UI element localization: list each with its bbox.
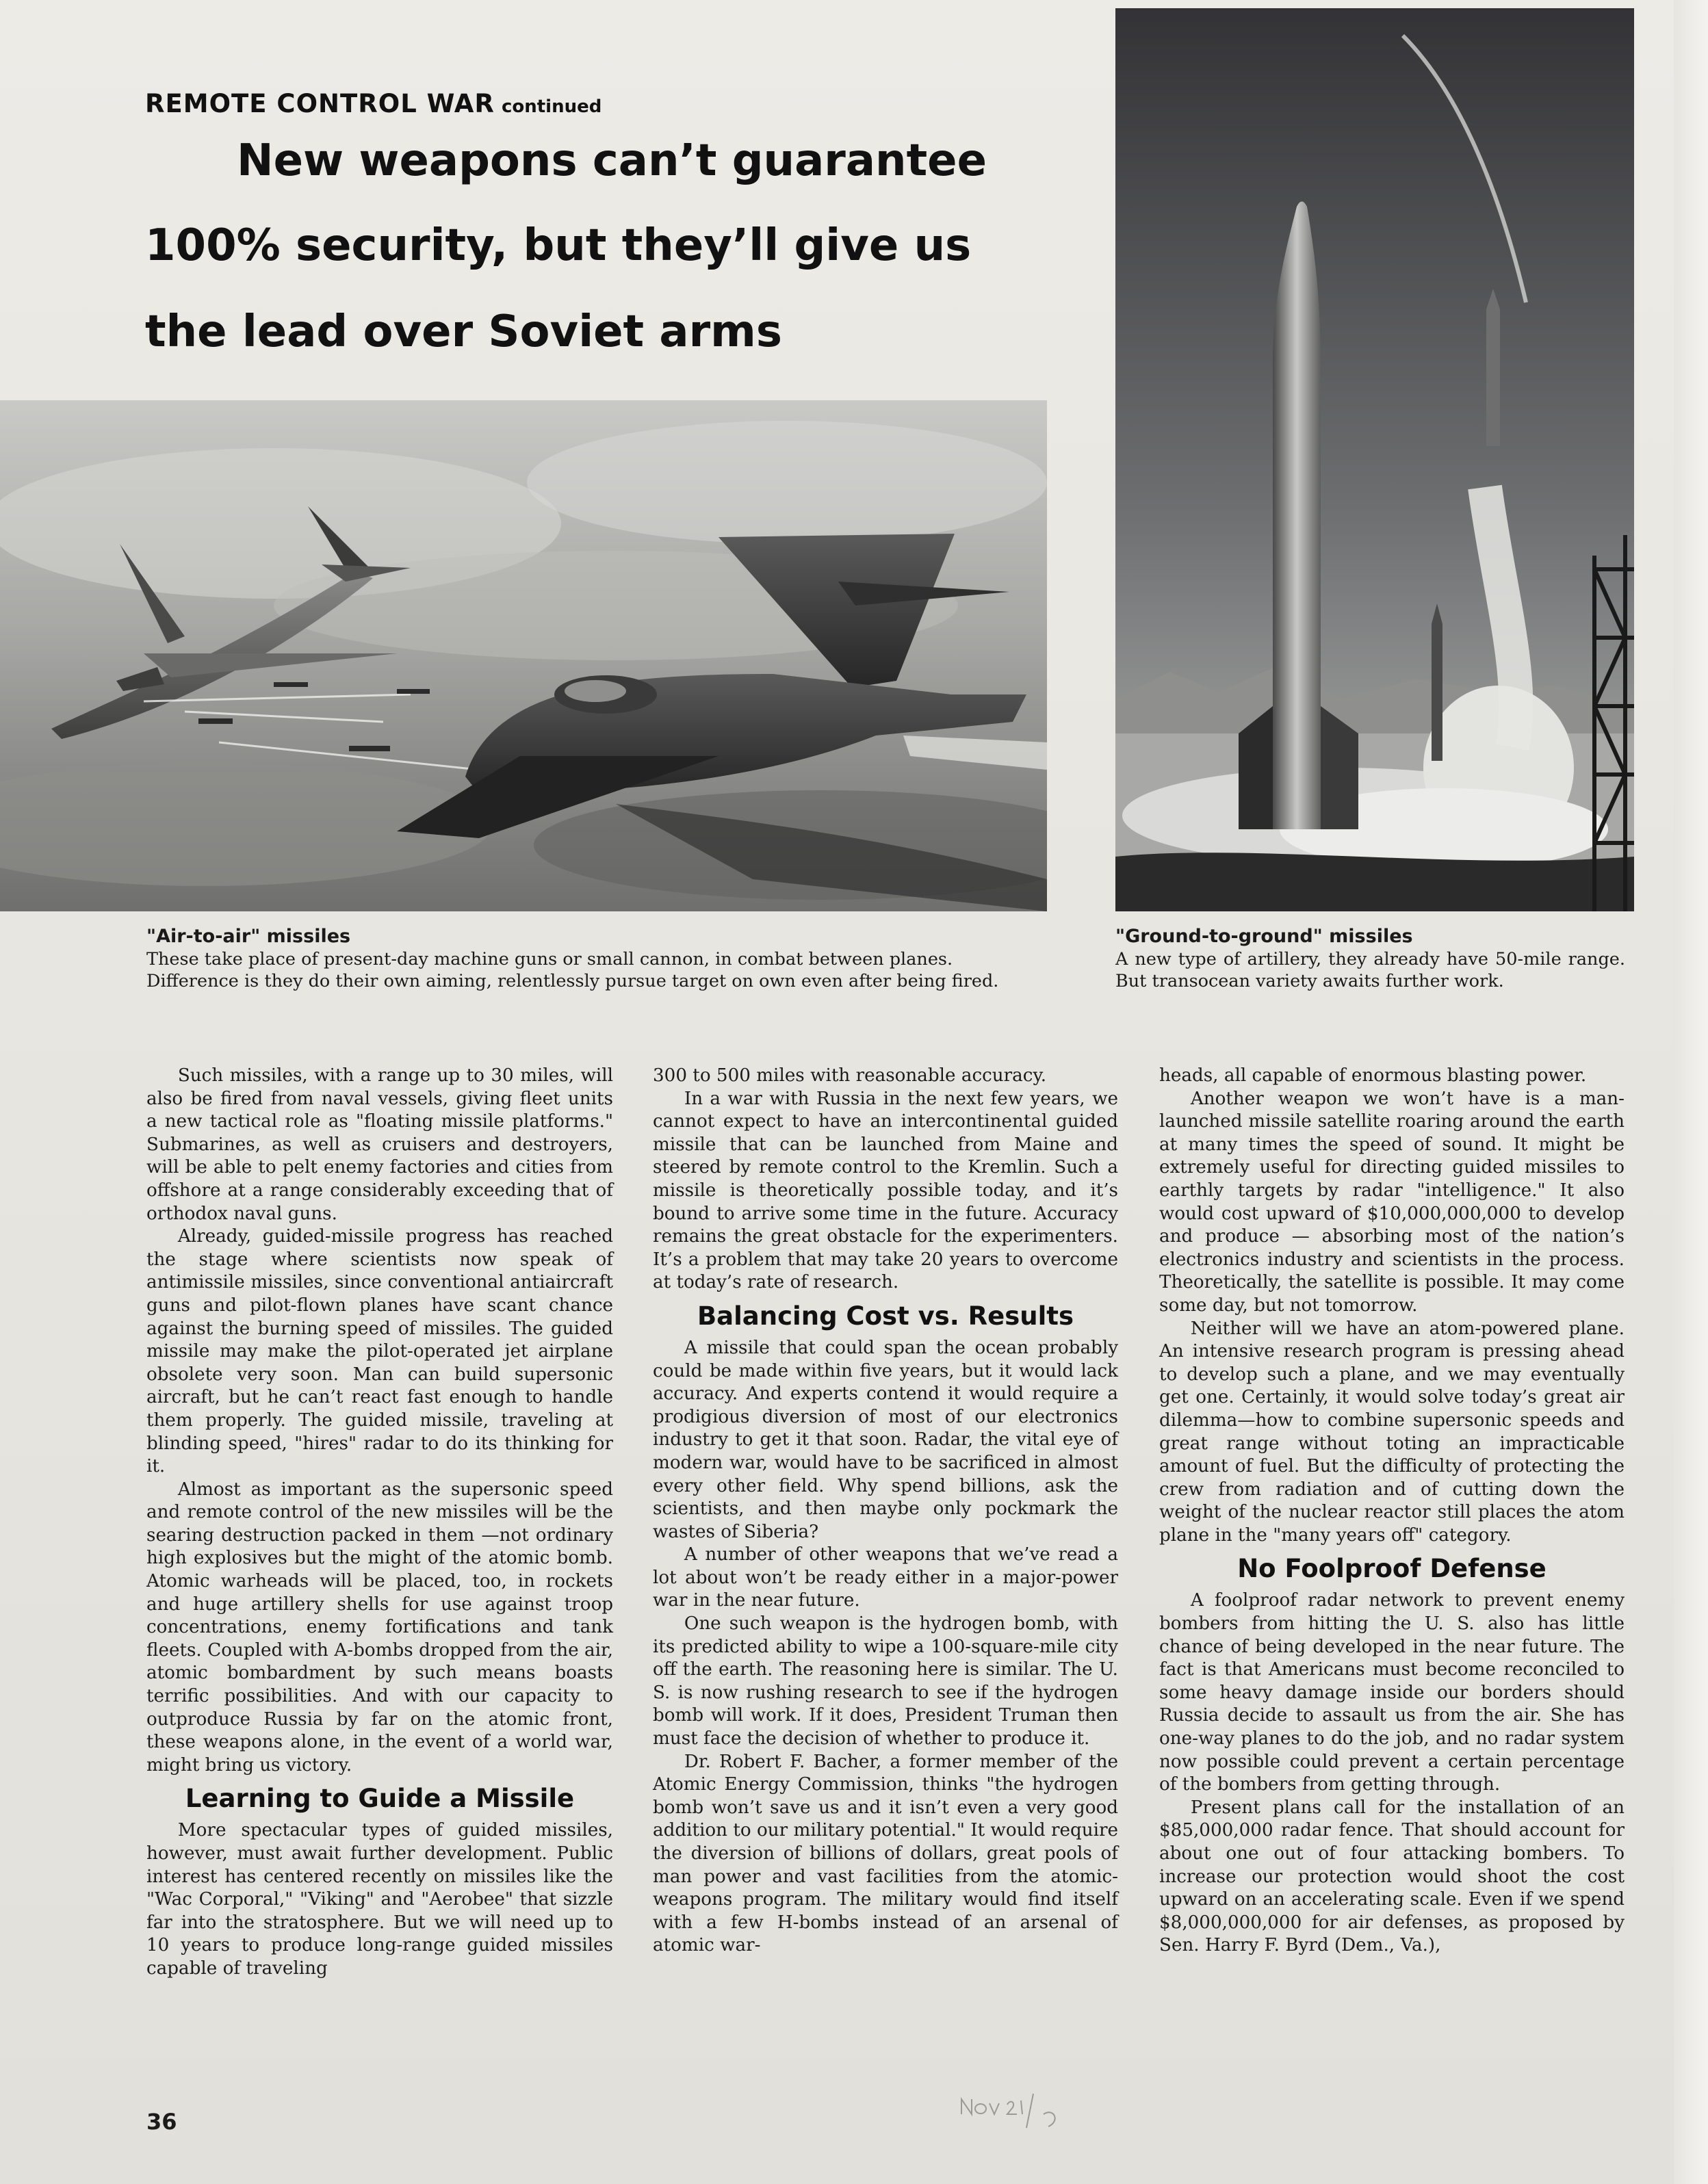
paragraph: heads, all capable of enormous blasting power. (1159, 1065, 1587, 1086)
headline-line-2: 100% security, but they’ll give us (145, 220, 972, 271)
subheading: No Foolproof Defense (1237, 1554, 1547, 1584)
paragraph: A number of other weapons that we’ve read a lot about won’t be ready either in a major-power war in the near future. (653, 1544, 1118, 1611)
paragraph: Such missiles, with a range up to 30 miles, will also be fired from naval vessels, giving fleet units a new tactical role as "floating missile platforms." Submarines, as well as cruisers and destroyers, will be able to pelt enemy factories and cities from offshore at a range considerably exceeding that of orthodox naval guns. (146, 1065, 613, 1224)
ground-to-ground-illustration (1115, 8, 1634, 911)
paragraph: Neither will we have an atom-powered plane. An intensive research program is pressing ahead to develop such a plane, and we may eventually get one. Certainly, it would solve today’s great air dilemma—how to combine supersonic speeds and great range without toting an impracticable amount of fuel. But the difficulty of protecting the crew from radiation and of cutting down the weight of the nuclear reactor still places the atom plane in the "many years off" category. (1159, 1318, 1625, 1546)
caption-text: These take place of present-day machine guns or small cannon, in combat between planes. Difference is they do their own aiming, relentlessly pursue target on own even after being fired. (146, 949, 999, 991)
paragraph: Dr. Robert F. Bacher, a former member of the Atomic Energy Commission, thinks "the hydrogen bomb won’t save us and it isn’t even a very good addition to our military potential." It would require the diversion of billions of dollars, great pools of man power and vast facilities from the atomic-weapons program. The military would find itself with a few H-bombs instead of an arsenal of atomic war- (653, 1751, 1118, 1956)
headline-line-1: New weapons can’t guarantee (237, 135, 987, 186)
handwritten-date-note (958, 2087, 1081, 2142)
paragraph: Almost as important as the supersonic speed and remote control of the new missiles will be the searing destruction packed in them —not ordinary high explosives but the might of the atomic bomb. Atomic warheads will be placed, too, in rockets and huge artillery shells for use against troop concentrations, enemy fortifications and tank fleets. Coupled with A-bombs dropped from the air, atomic bombardment by such means boasts terrific possibilities. And with our capacity to outproduce Russia by far on the atomic front, these weapons alone, in the event of a world war, might bring us victory. (146, 1479, 613, 1776)
caption-air-to-air (146, 925, 1050, 992)
paragraph: Already, guided-missile progress has reached the stage where scientists now speak of antimissile missiles, since conventional antiaircraft guns and pilot-flown planes have scant chance against the burning speed of missiles. The guided missile may make the pilot-operated jet airplane obsolete very soon. Man can build supersonic aircraft, but he can’t react fast enough to handle them properly. The guided missile, traveling at blinding speed, "hires" radar to do its thinking for it. (146, 1226, 613, 1477)
kicker-suffix: continued (501, 96, 602, 117)
subheading: Learning to Guide a Missile (185, 1784, 575, 1814)
headline-line-3: the lead over Soviet arms (145, 307, 782, 357)
air-to-air-illustration (0, 400, 1047, 911)
page-number: 36 (146, 2109, 177, 2135)
paragraph: A missile that could span the ocean probably could be made within five years, but it would lack accuracy. And experts contend it would require a prodigious diversion of most of our electronics industry to get it that soon. Radar, the vital eye of modern war, would have to be sacrificed in almost every other field. Why spend billions, ask the scientists, and then maybe only pockmark the wastes of Siberia? (653, 1337, 1118, 1542)
caption-title: "Ground-to-ground" missiles (1115, 926, 1413, 947)
paragraph: Present plans call for the installation of an $85,000,000 radar fence. That should account for about one out of four attacking bombers. To increase our protection would shoot the cost upward on an accelerating scale. Even if we spend $8,000,000,000 for air defenses, as proposed by Sen. Harry F. Byrd (Dem., Va.), (1159, 1797, 1625, 1956)
paragraph: One such weapon is the hydrogen bomb, with its predicted ability to wipe a 100-square-mile city off the earth. The reasoning here is similar. The U. S. is now rushing research to see if the hydrogen bomb will work. If it does, President Truman then must face the decision of whether to produce it. (653, 1613, 1118, 1750)
paragraph: A foolproof radar network to prevent enemy bombers from hitting the U. S. also has little chance of being developed in the near future. The fact is that Americans must become reconciled to some heavy damage inside our borders should Russia decide to assault us from the air. She has one-way planes to do the job, and no radar system now possible could prevent a certain percentage of the bombers from getting through. (1159, 1590, 1625, 1795)
caption-title: "Air-to-air" missiles (146, 926, 351, 947)
article-column-1 (146, 1065, 613, 1981)
caption-text: A new type of artillery, they already have 50-mile range. But transocean variety awaits further work. (1115, 949, 1625, 991)
kicker-text: REMOTE CONTROL WAR (145, 89, 495, 118)
article-column-2 (653, 1065, 1118, 1958)
section-kicker (145, 89, 601, 118)
page-edge (1674, 0, 1708, 2184)
subheading: Balancing Cost vs. Results (697, 1301, 1074, 1331)
caption-ground-to-ground (1115, 925, 1625, 992)
paragraph: More spectacular types of guided missiles, however, must await further development. Public interest has centered recently on missiles like the "Wac Corporal," "Viking" and "Aerobee" that sizzle far into the stratosphere. But we will need up to 10 years to produce long-range guided missiles capable of traveling (146, 1820, 613, 1979)
paragraph: In a war with Russia in the next few years, we cannot expect to have an intercontinental guided missile that can be launched from Maine and steered by remote control to the Kremlin. Such a missile is theoretically possible today, and it’s bound to arrive some time in the future. Accuracy remains the great obstacle for the experimenters. It’s a problem that may take 20 years to overcome at today’s rate of research. (653, 1088, 1118, 1293)
paragraph: 300 to 500 miles with reasonable accuracy. (653, 1065, 1047, 1086)
paragraph: Another weapon we won’t have is a man-launched missile satellite roaring around the earth at many times the speed of sound. It might be extremely useful for directing guided missiles to earthly targets by radar "intelligence." It also would cost upward of $10,000,000,000 to develop and produce — absorbing most of the nation’s electronics industry and scientists in the process. Theoretically, the satellite is possible. It may come some day, but not tomorrow. (1159, 1088, 1625, 1316)
article-column-3 (1159, 1065, 1625, 1958)
